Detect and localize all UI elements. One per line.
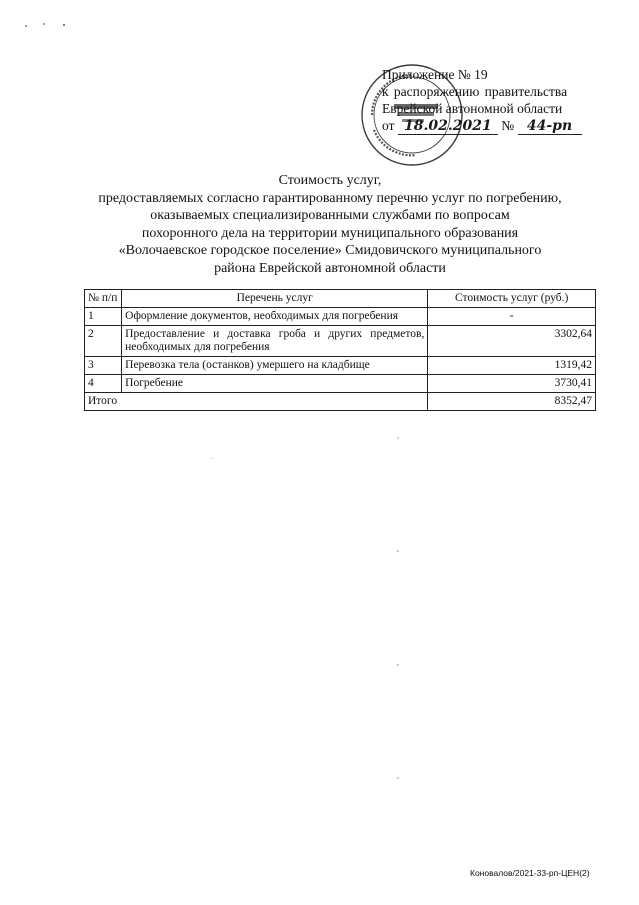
total-cost: 8352,47 bbox=[428, 393, 596, 411]
row-cost: 1319,42 bbox=[428, 357, 596, 375]
row-service: Перевозка тела (останков) умершего на кладбище bbox=[122, 357, 428, 375]
table-row bbox=[85, 308, 596, 326]
row-cost: 3730,41 bbox=[428, 375, 596, 393]
table-header-row bbox=[85, 290, 596, 308]
title-line-5: «Волочаевское городское поселение» Смидовичского муниципального bbox=[118, 243, 542, 258]
table-row bbox=[85, 326, 596, 357]
annex-number: Приложение № 19 bbox=[382, 67, 488, 82]
title-line-2: предоставляемых согласно гарантированному перечню услуг по погребению, bbox=[98, 190, 562, 206]
date-prefix: от bbox=[382, 118, 395, 133]
number-prefix: № bbox=[501, 118, 515, 133]
annex-issuer: Еврейской автономной области bbox=[382, 101, 563, 116]
table-row bbox=[85, 375, 596, 393]
annex-reference: к распоряжению правительства bbox=[382, 84, 568, 99]
title-line-1: Стоимость услуг, bbox=[278, 173, 382, 188]
row-cost: 3302,64 bbox=[428, 326, 596, 357]
row-service: Оформление документов, необходимых для погребения bbox=[122, 308, 428, 326]
row-num: 2 bbox=[85, 326, 122, 357]
handwritten-number: 44-рп bbox=[518, 119, 582, 135]
title-line-3: оказываемых специализированными службами по вопросам bbox=[150, 208, 510, 223]
table-row bbox=[85, 357, 596, 375]
header-cost: Стоимость услуг (руб.) bbox=[428, 290, 596, 308]
row-service: Предоставление и доставка гроба и других предметов, необходимых для погребения bbox=[122, 326, 428, 357]
row-num: 4 bbox=[85, 375, 122, 393]
header-services: Перечень услуг bbox=[122, 290, 428, 308]
total-label: Итого bbox=[85, 393, 428, 411]
document-title bbox=[60, 172, 600, 277]
header-num: № п/п bbox=[85, 290, 122, 308]
row-service: Погребение bbox=[122, 375, 428, 393]
annex-dateline bbox=[382, 117, 622, 135]
table-total-row bbox=[85, 393, 596, 411]
annex-header bbox=[382, 66, 622, 135]
services-cost-table bbox=[84, 289, 596, 411]
row-cost: - bbox=[428, 308, 596, 326]
row-num: 3 bbox=[85, 357, 122, 375]
handwritten-date: 18.02.2021 bbox=[398, 119, 498, 135]
row-num: 1 bbox=[85, 308, 122, 326]
title-line-4: похоронного дела на территории муниципального образования bbox=[141, 225, 519, 241]
document-code-footer: Коновалов/2021-33-рп-ЦЕН(2) bbox=[470, 868, 590, 878]
title-line-6: района Еврейской автономной области bbox=[214, 260, 446, 276]
